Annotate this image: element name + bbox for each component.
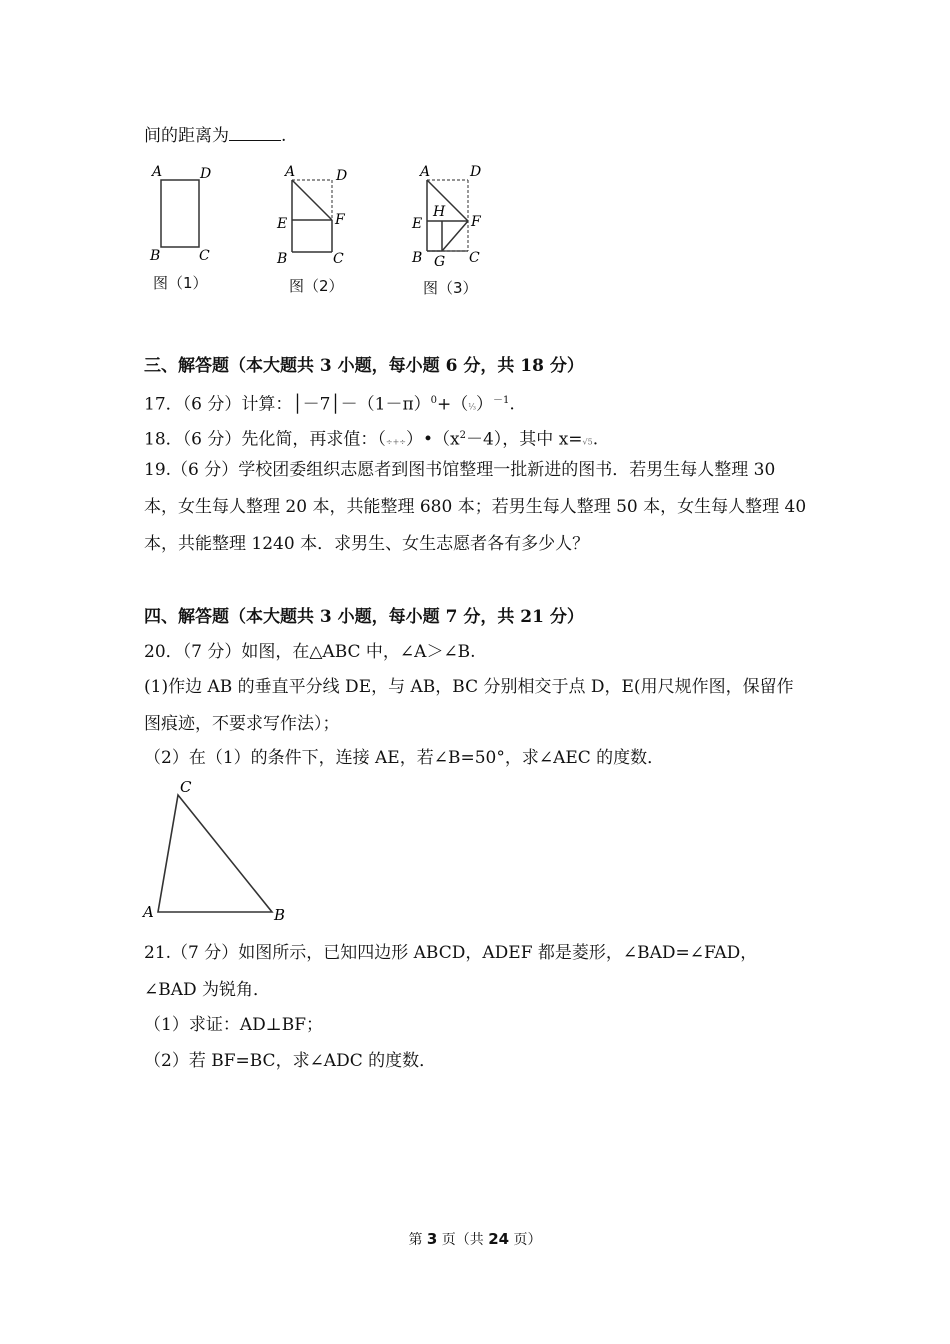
label-a: A [152,164,163,180]
label-b: B [274,906,286,924]
footer-post: 页） [509,1232,542,1248]
label-a: A [285,164,296,180]
page-footer [0,1229,950,1249]
figure-1 [148,160,218,260]
figure-2-caption: 图（2） [289,277,344,295]
figure-3-drawing [408,160,493,270]
segment-af [292,180,332,220]
label-e: E [412,216,423,232]
label-b: B [412,250,423,266]
triangle-drawing [140,775,290,925]
question-20-stem: 20．（7 分）如图，在△ABC 中，∠A＞∠B. [144,642,476,662]
label-c: C [333,251,344,265]
footer-pre: 第 [408,1232,427,1248]
figure-3-caption: 图（3） [423,279,478,297]
label-b: B [150,248,161,260]
triangle-figure [140,775,290,925]
prev-question-tail [144,124,286,148]
label-f: F [471,214,481,230]
figure-2 [275,160,355,265]
page-total: 24 [488,1230,510,1248]
q18-rest: －4），其中 x= [465,429,583,450]
q17-exponent-neg: －1 [493,395,510,406]
segment-gf [442,221,468,251]
question-17 [144,389,515,420]
label-c: C [180,778,192,796]
q18-value: √5 [582,437,593,447]
label-c: C [199,248,210,260]
label-d: D [470,164,482,180]
label-e: E [277,216,288,232]
triangle-abc [158,795,272,912]
label-f: F [335,212,345,228]
q18-mid: ）•（x [405,429,460,450]
label-d: D [200,166,212,182]
q17-exponent-zero: 0 [430,395,438,406]
section-3-heading: 三、解答题（本大题共 3 小题，每小题 6 分，共 18 分） [144,356,584,376]
question-21-part1: （1）求证：AD⊥BF； [144,1015,323,1035]
figure-2-drawing [275,160,355,265]
label-a: A [420,164,431,180]
footer-mid: 页（共 [437,1232,489,1248]
rect-abcd [161,180,199,247]
label-b: B [277,251,288,265]
page-number: 3 [426,1230,438,1248]
q17-prefix: 17．（6 分）计算：│－7│－（1－π） [144,394,431,415]
q18-square: 2 [459,430,466,441]
label-a: A [143,903,154,921]
label-h: H [433,204,446,220]
question-20-part2: （2）在（1）的条件下，连接 AE，若∠B=50°，求∠AEC 的度数． [144,748,665,768]
q17-fraction: ⅓ [468,402,477,412]
q18-prefix: 18．（6 分）先化简，再求值：（ [144,429,386,450]
q17-mid: +（ [437,394,469,415]
question-19: 19.（6 分）学校团委组织志愿者到图书馆整理一批新进的图书．若男生每人整理 30 本，女生每人整理 20 本，共能整理 680 本；若男生每人整理 50 本，女生每人整理 40 本，共能整理 1240 本．求男生、女生志愿者各有多少人？ [144,460,807,554]
question-21-stem: 21.（7 分）如图所示，已知四边形 ABCD，ADEF 都是菱形，∠BAD=∠FAD，∠BAD 为锐角． [144,943,758,1000]
label-d: D [336,168,348,184]
q18-fraction-expression: ÷+÷ [385,437,406,447]
q18-end: . [592,429,599,450]
prev-question-text: 间的距离为 [144,126,229,146]
prev-question-end: . [281,126,287,146]
section-4-heading: 四、解答题（本大题共 3 小题，每小题 7 分，共 21 分） [144,607,584,627]
question-18 [144,424,598,455]
answer-blank [229,124,281,141]
figure-1-drawing [148,160,218,260]
label-g: G [434,254,446,270]
q17-close: ） [476,394,494,415]
figure-3 [408,160,493,270]
question-20-part1: (1)作边 AB 的垂直平分线 DE，与 AB，BC 分别相交于点 D，E(用尺规作图，保留作图痕迹，不要求写作法）； [144,677,794,734]
figure-1-caption: 图（1） [153,274,208,292]
q17-end: . [509,394,515,415]
label-c: C [469,250,480,266]
question-21-part2: （2）若 BF=BC，求∠ADC 的度数． [144,1051,437,1071]
